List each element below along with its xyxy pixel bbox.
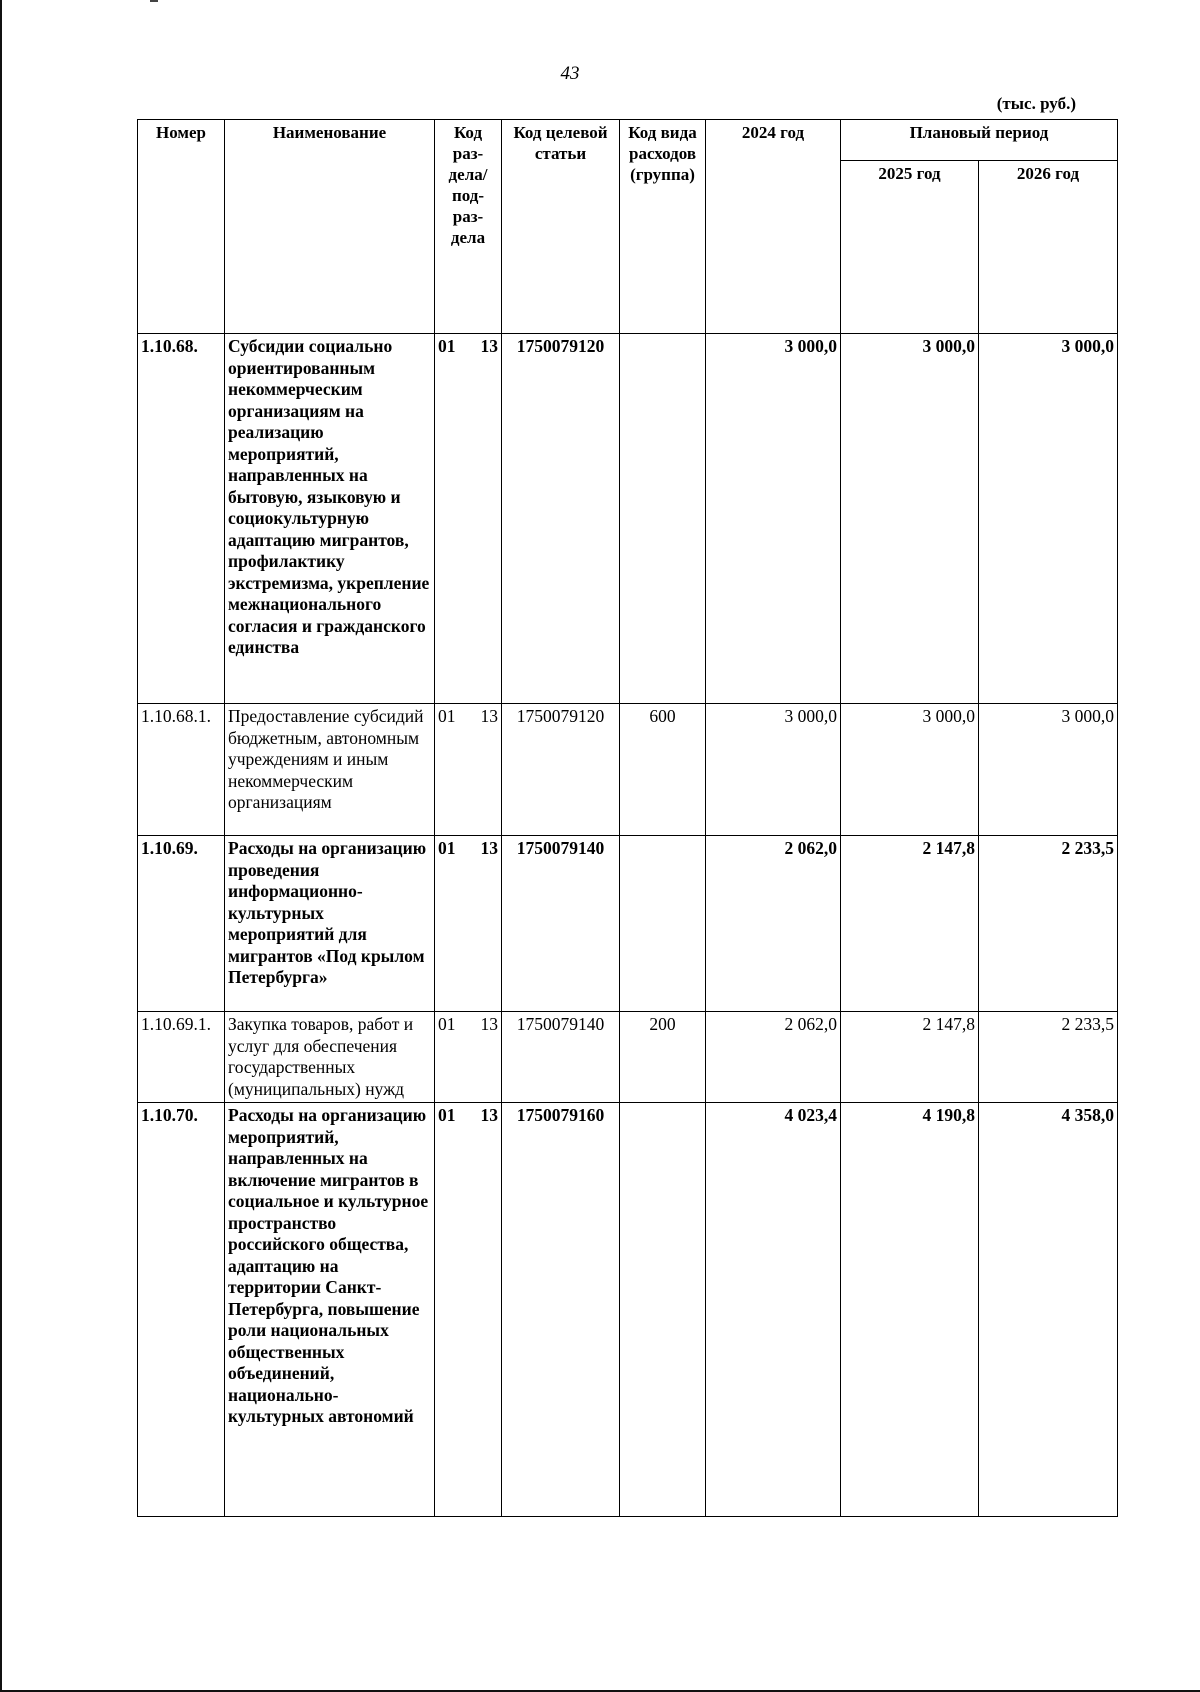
cell-name: Предоставление субсидий бюджетным, автономным учреждениям и иным некоммерческим организациям bbox=[225, 704, 435, 836]
table-row bbox=[138, 334, 1118, 704]
cell-amount-2025: 2 147,8 bbox=[841, 836, 979, 1012]
cell-name: Субсидии социально ориентированным некоммерческим организациям на реализацию мероприятий, направленных на бытовую, языковую и социокультурную адаптацию мигрантов, профилактику экстремизма, укрепление межнационального согласия и гражданского единства bbox=[225, 334, 435, 704]
section-code: 01 bbox=[438, 838, 456, 858]
table-row bbox=[138, 836, 1118, 1012]
cell-target-code: 1750079120 bbox=[502, 704, 620, 836]
subsection-code: 13 bbox=[480, 1014, 498, 1034]
cell-target-code: 1750079140 bbox=[502, 1012, 620, 1103]
scan-mark bbox=[150, 0, 158, 2]
table-body bbox=[138, 334, 1118, 1517]
cell-target-code: 1750079160 bbox=[502, 1103, 620, 1517]
cell-expense-type: 600 bbox=[620, 704, 706, 836]
header-year-2026: 2026 год bbox=[979, 161, 1118, 334]
cell-expense-type: 200 bbox=[620, 1012, 706, 1103]
cell-amount-2024: 4 023,4 bbox=[706, 1103, 841, 1517]
section-code: 01 bbox=[438, 706, 456, 726]
cell-amount-2025: 3 000,0 bbox=[841, 704, 979, 836]
cell-amount-2026: 2 233,5 bbox=[979, 836, 1118, 1012]
cell-amount-2024: 3 000,0 bbox=[706, 334, 841, 704]
cell-number: 1.10.70. bbox=[138, 1103, 225, 1517]
section-code: 01 bbox=[438, 336, 456, 356]
cell-expense-type bbox=[620, 1103, 706, 1517]
table-row bbox=[138, 1103, 1118, 1517]
units-label: (тыс. руб.) bbox=[996, 94, 1076, 113]
cell-name: Расходы на организацию мероприятий, направленных на включение мигрантов в социальное и культурное пространство российского общества, адаптацию на территории Санкт-Петербурга, повышение роли национальных общественных объединений, национально-культурных автономий bbox=[225, 1103, 435, 1517]
cell-name: Расходы на организацию проведения информационно-культурных мероприятий для мигрантов «Под крылом Петербурга» bbox=[225, 836, 435, 1012]
cell-name: Закупка товаров, работ и услуг для обеспечения государственных (муниципальных) нужд bbox=[225, 1012, 435, 1103]
cell-section-code bbox=[435, 334, 502, 704]
cell-section-code bbox=[435, 836, 502, 1012]
cell-amount-2026: 3 000,0 bbox=[979, 334, 1118, 704]
page-edge bbox=[0, 0, 2, 1692]
subsection-code: 13 bbox=[480, 1105, 498, 1125]
cell-expense-type bbox=[620, 334, 706, 704]
budget-table bbox=[137, 119, 1118, 1517]
header-year-2025: 2025 год bbox=[841, 161, 979, 334]
cell-target-code: 1750079140 bbox=[502, 836, 620, 1012]
cell-number: 1.10.68. bbox=[138, 334, 225, 704]
cell-amount-2026: 4 358,0 bbox=[979, 1103, 1118, 1517]
subsection-code: 13 bbox=[480, 706, 498, 726]
cell-amount-2024: 2 062,0 bbox=[706, 1012, 841, 1103]
cell-section-code bbox=[435, 1012, 502, 1103]
cell-amount-2024: 2 062,0 bbox=[706, 836, 841, 1012]
cell-number: 1.10.68.1. bbox=[138, 704, 225, 836]
cell-expense-type bbox=[620, 836, 706, 1012]
cell-amount-2025: 2 147,8 bbox=[841, 1012, 979, 1103]
header-expense-type-code: Код вида расходов (группа) bbox=[620, 120, 706, 334]
cell-number: 1.10.69.1. bbox=[138, 1012, 225, 1103]
header-number: Номер bbox=[138, 120, 225, 334]
header-target-code: Код целевой статьи bbox=[502, 120, 620, 334]
cell-target-code: 1750079120 bbox=[502, 334, 620, 704]
cell-amount-2025: 3 000,0 bbox=[841, 334, 979, 704]
cell-amount-2024: 3 000,0 bbox=[706, 704, 841, 836]
table-row bbox=[138, 1012, 1118, 1103]
section-code: 01 bbox=[438, 1105, 456, 1125]
table-row bbox=[138, 704, 1118, 836]
cell-section-code bbox=[435, 704, 502, 836]
subsection-code: 13 bbox=[480, 336, 498, 356]
cell-amount-2026: 3 000,0 bbox=[979, 704, 1118, 836]
section-code: 01 bbox=[438, 1014, 456, 1034]
cell-amount-2026: 2 233,5 bbox=[979, 1012, 1118, 1103]
cell-amount-2025: 4 190,8 bbox=[841, 1103, 979, 1517]
cell-number: 1.10.69. bbox=[138, 836, 225, 1012]
header-name: Наименование bbox=[225, 120, 435, 334]
subsection-code: 13 bbox=[480, 838, 498, 858]
page-number: 43 bbox=[560, 63, 580, 84]
cell-section-code bbox=[435, 1103, 502, 1517]
table-header bbox=[138, 120, 1118, 334]
header-section-code: Код раз-дела/ под-раз-дела bbox=[435, 120, 502, 334]
header-year-2024: 2024 год bbox=[706, 120, 841, 334]
header-planned-period: Плановый период bbox=[841, 120, 1118, 161]
